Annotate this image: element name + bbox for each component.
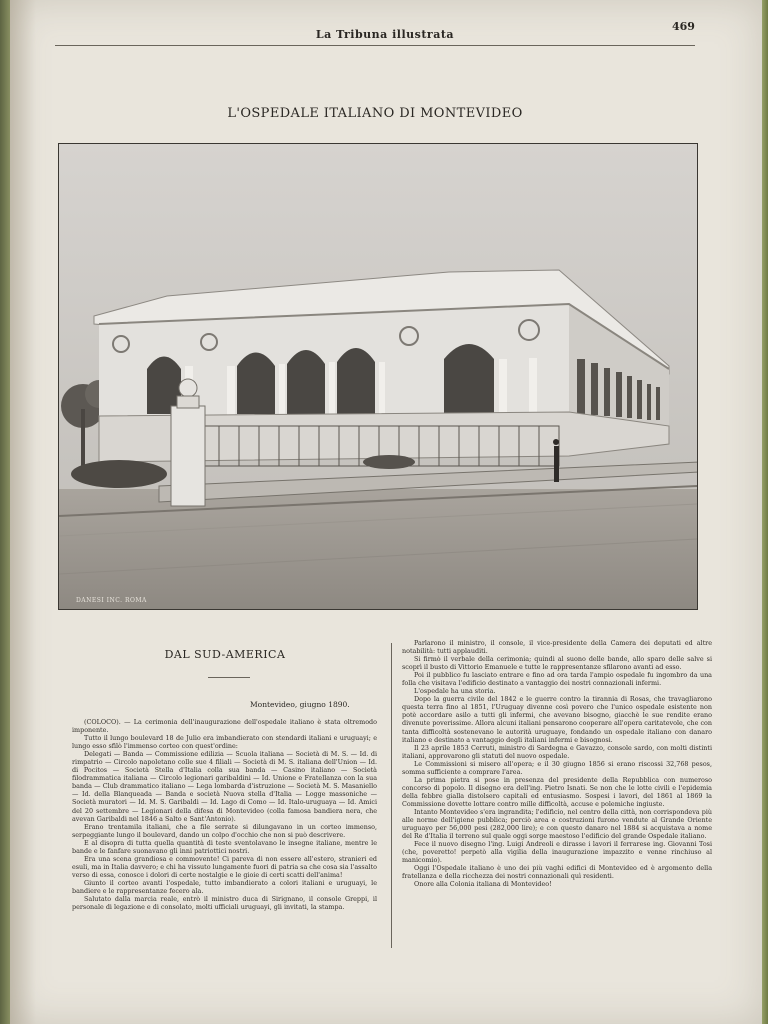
paragraph: Salutato dalla marcia reale, entrò il ministro duca di Sirignano, il console Greppi, il personale di legazione e di consolato, molti ufficiali uruguayi, gli invitati, la stampa. [72, 895, 377, 912]
dateline: Montevideo, giugno 1890. [250, 700, 350, 709]
section-title: DAL SUD-AMERICA [164, 648, 286, 661]
left-text-column [72, 718, 377, 911]
paragraph: Poi il pubblico fu lasciato entrare e fino ad ora tarda l'ampio ospedale fu ingombro da una folla che visitava l'edificio destinato a vantaggio dei nostri connazionali infermi. [402, 671, 712, 688]
running-title: La Tribuna illustrata [315, 28, 455, 41]
page-fold-shadow [10, 0, 36, 1024]
paragraph: Giunto il corteo avanti l'ospedale, tutto imbandierato a colori italiani e uruguayi, le bandiere e le rappresentanze fecero ala. [72, 878, 377, 895]
paragraph: Intanto Montevideo s'era ingrandita; l'edificio, nel centro della città, non corrispondeva più alle norme dell'igiene pubblica; perciò area e costruzioni furono vendute al Grande Oriente uruguayo per 56,000 pesi (282,000 lire); e con questo danaro nel 1884 si acquistava a nome del Re d'Italia il terreno sul quale oggi sorge maestoso l'edificio del grande Ospedale italiano. [402, 807, 712, 841]
paragraph: (COLOCO). — La cerimonia dell'inaugurazione dell'ospedale italiano è stata oltremodo imponente. [72, 718, 377, 735]
paragraph: Dopo la guerra civile del 1842 e le guerre contro la tirannia di Rosas, che travagliarono questa terra fino al 1851, l'Uruguay divenne così povero che l'unico ospedale esistente non potè accordare asilo a tutti gli infermi, che avevano bisogno, giacchè le sue rendite erano divenute poverissime. Allora alcuni italiani pensarono cooperare all'opera caritatevole, che con tanta difficoltà sostenevano le autorità uruguaye, fondando un ospedale italiano con danaro italiano e destinato a vantaggio degli italiani infermi e bisognosi. [402, 695, 712, 744]
magazine-page [10, 0, 762, 1024]
paragraph: La prima pietra si pose in presenza del presidente della Repubblica con numeroso concorso di popolo. Il disegno era dell'ing. Pietro Isnati. Se non che le lotte civili e l'epidemia della febbre gialla distolsero capitali ed entusiasmo. Sospesi i lavori, del 1861 al 1869 la Commissione dovette lottare contro mille difficoltà, accuse e polemiche ingiuste. [402, 775, 712, 808]
hospital-illustration [59, 144, 697, 609]
paragraph: Erano trentamila italiani, che a file serrate si dilungavano in un corteo immenso, serpeggiante lungo il boulevard, dando un colpo d'occhio che non si può descrivere. [72, 822, 377, 839]
column-divider [391, 643, 392, 948]
paragraph: Oggi l'Ospedale italiano è uno dei più vaghi edifici di Montevideo ed è argomento della fratellanza e della ricchezza dei nostri connazionali quì residenti. [402, 864, 712, 881]
hospital-photograph [58, 143, 698, 610]
paragraph: Onore alla Colonia italiana di Montevideo! [414, 880, 552, 889]
paragraph: Fece il nuovo disegno l'ing. Luigi Andreoli e dirasse i lavori il ferrarese ing. Giovanni Tosi (che, poveretto! perpetò alla vigilia della inaugurazione impazzito e venne rinchiuso al manicomio). [402, 840, 712, 865]
paragraph: E al disopra di tutta quella quantità di teste sventolavano le insegne italiane, mentre le bande e le fanfare suonavano gli inni patriottici nostri. [72, 838, 377, 855]
paragraph: Era una scena grandiosa e commovente! Ci pareva di non essere all'estero, stranieri ed esuli, ma in Italia davvero; e chi ha vissuto lungamente fuori di patria sa che cosa sia l'assalto verso di essa, conosce i dolori di certe nostalgie e le gioie di certi scatti dell'anima! [72, 854, 377, 879]
paragraph: Tutto il lungo boulevard 18 de Julio era imbandierato con stendardi italiani e uruguayi; e lungo esso sfilò l'immenso corteo con quest'ordine: [72, 734, 377, 751]
right-text-column [402, 639, 712, 888]
paragraph: Delegati — Banda — Commissione edilizia — Scuola italiana — Società di M. S. — Id. di rimpatrio — Circolo napoletano colle sue 4 filiali — Società di M. S. italiana dell'Union — Id. di Pocitos — Società Stella d'Italia colla sua banda — Casino italiano — Società filodrammatica italiana — Circolo legionari garibaldini — Id. Unione e Fratellanza con la sua banda — Club drammatico italiano — Lega lombarda d'istruzione — Società M. S. Masaniello — Id. della Blanqueada — Banda e società Nuova stella d'Italia — Logge massoniche — Società muratori — Id. M. S. Garibaldi — Id. Lago di Como — Id. Italo-uruguaya — Id. Amici del 20 settembre — Legionari della difesa di Montevideo (colla famosa bandiera nera, che avevan Garibaldi nel 1846 a Salto e Sant'Antonio). [72, 750, 377, 823]
page-number: 469 [672, 20, 695, 33]
section-title-rule [208, 677, 250, 678]
header-rule [55, 45, 695, 46]
paragraph: Il 23 aprile 1853 Cerruti, ministro di Sardegna e Gavazzo, console sardo, con molti distinti italiani, approvarono gli statuti del nuovo ospedale. [402, 743, 712, 760]
paragraph: Si firmò il verbale della cerimonia; quindi al suono delle bande, allo sparo delle salve si scoprì il busto di Vittorio Emanuele e tutte le rappresentanze sfilarono avanti ad esso. [402, 655, 712, 672]
article-title: L'OSPEDALE ITALIANO DI MONTEVIDEO [227, 106, 523, 121]
photo-engraver-credit: DANESI INC. ROMA [76, 597, 147, 604]
paragraph: Le Commissioni si misero all'opera; e il 30 giugno 1856 si erano riscossi 32,768 pesos, somma sufficiente a comprare l'area. [402, 759, 712, 776]
paragraph: Parlarono il ministro, il console, il vice-presidente della Camera dei deputati ed altre notabilità: tutti applauditi. [402, 639, 712, 656]
paragraph: L'ospedale ha una storia. [414, 687, 496, 696]
